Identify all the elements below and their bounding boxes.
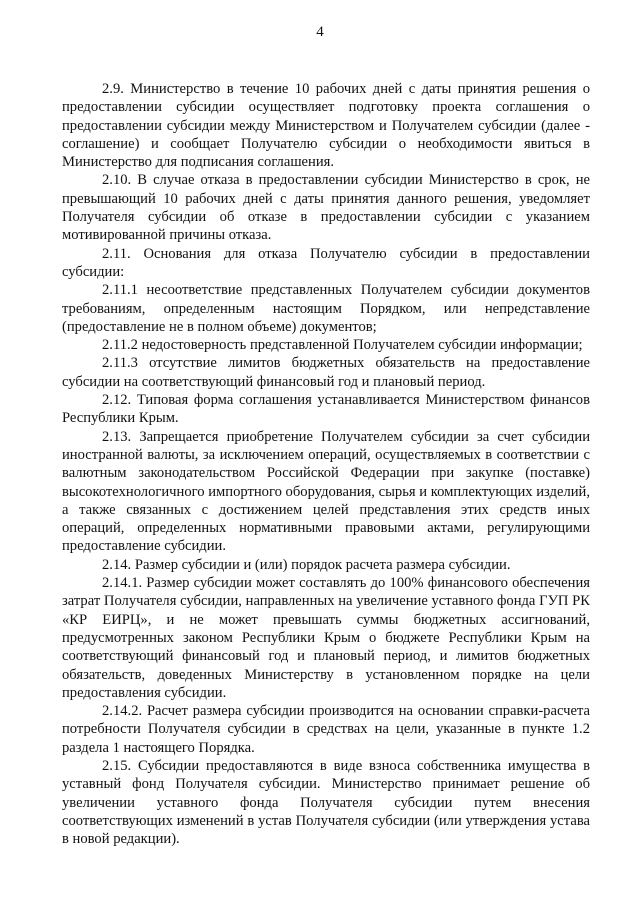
paragraph-2-11-2: 2.11.2 недостоверность представленной Получателем субсидии информации; <box>102 337 583 354</box>
paragraph-2-14: 2.14. Размер субсидии и (или) порядок расчета размера субсидии. <box>102 556 511 573</box>
paragraph-2-10: 2.10. В случае отказа в предоставлении субсидии Министерство в срок, не превышающий 10 рабочих дней с даты принятия данного решения, уведомляет Получателя субсидии об отказе в предоставлении субсидии с указанием мотивированной причины отказа. <box>62 172 590 244</box>
paragraph-2-11: 2.11. Основания для отказа Получателю субсидии в предоставлении субсидии: <box>62 245 590 280</box>
paragraph-2-11-1: 2.11.1 несоответствие представленных Получателем субсидии документов требованиям, определенным настоящим Порядком, или непредставление (предоставление не в полном объеме) документов; <box>62 282 590 335</box>
paragraph-2-13: 2.13. Запрещается приобретение Получателем субсидии за счет субсидии иностранной валюты, за исключением операций, осуществляемых в соответствии с валютным законодательством Российской Федерации при закупке (поставке) высокотехнологичного импортного оборудования, сырья и комплектующих изделий, а также связанных с достижением целей представления этих средств иных операций, определенных нормативными правовыми актами, регулирующими предоставление субсидии. <box>62 428 590 555</box>
page-number: 4 <box>316 24 324 40</box>
paragraph-2-14-2: 2.14.2. Расчет размера субсидии производится на основании справки-расчета потребности Получателя субсидии в средствах на цели, указанные в пункте 1.2 раздела 1 настоящего Порядка. <box>62 703 590 756</box>
paragraph-2-15: 2.15. Субсидии предоставляются в виде взноса собственника имущества в уставный фонд Получателя субсидии. Министерство принимает решение об увеличении уставного фонда Получателя субсидии путем внесения соответствующих изменений в устав Получателя субсидии (или утверждения устава в новой редакции). <box>62 757 590 848</box>
paragraph-2-11-3: 2.11.3 отсутствие лимитов бюджетных обязательств на предоставление субсидии на соответствующий финансовый год и плановый период. <box>62 355 590 390</box>
paragraph-2-14-1: 2.14.1. Размер субсидии может составлять до 100% финансового обеспечения затрат Получателя субсидии, направленных на увеличение уставного фонда ГУП РК «КР ЕИРЦ», и не может превышать суммы бюджетных ассигнований, предусмотренных законом Республики Крым о бюджете Республики Крым на соответствующий финансовый год и плановый период, и лимитов бюджетных обязательств, доведенных Министерству в установленном порядке на цели предоставления субсидии. <box>62 575 590 701</box>
paragraph-2-12: 2.12. Типовая форма соглашения устанавливается Министерством финансов Республики Крым. <box>62 392 590 427</box>
paragraph-2-9: 2.9. Министерство в течение 10 рабочих дней с даты принятия решения о предоставлении субсидии осуществляет подготовку проекта соглашения о предоставлении субсидии между Министерством и Получателем субсидии (далее - соглашение) и сообщает Получателю субсидии о необходимости явиться в Министерство для подписания соглашения. <box>62 81 590 171</box>
document-body <box>62 80 590 848</box>
